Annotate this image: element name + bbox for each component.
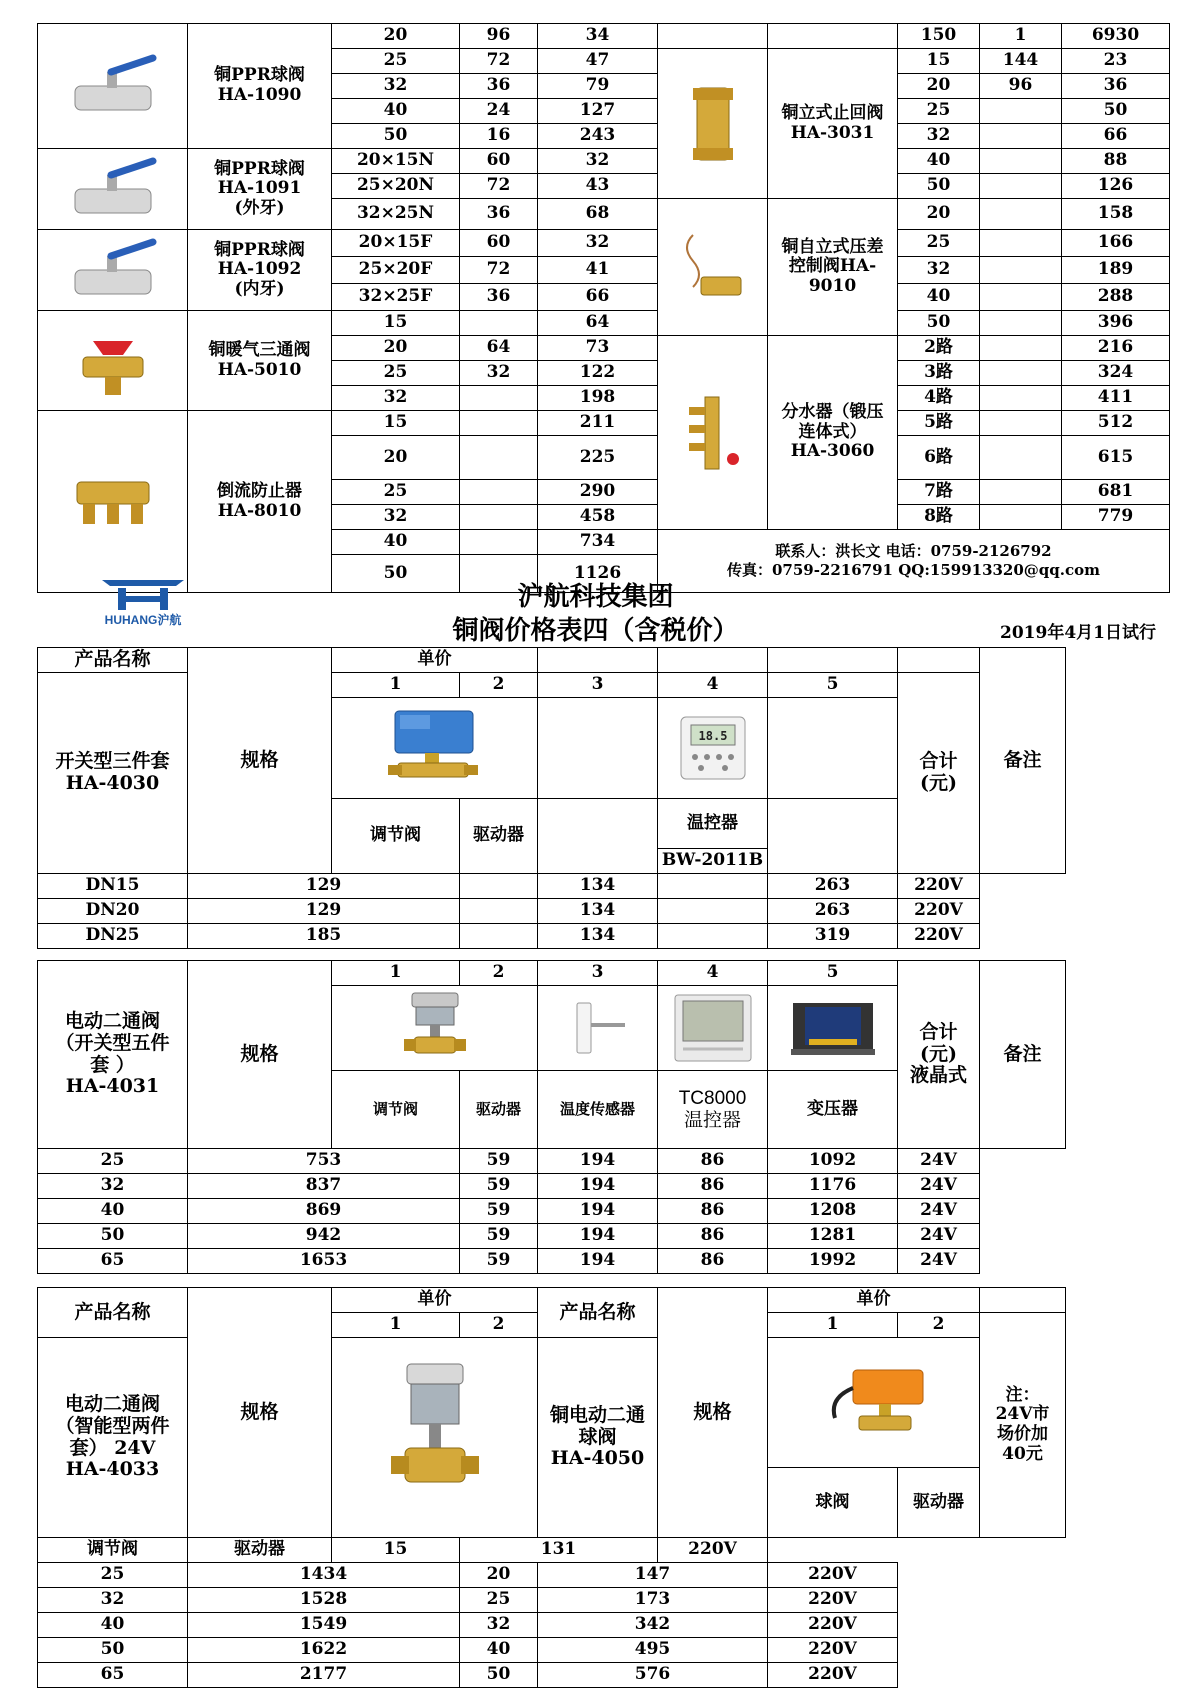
pressure-control-valve-ha9010-name: 铜自立式压差 控制阀HA-9010 bbox=[768, 199, 898, 336]
check-valve-ha3031-image bbox=[658, 49, 768, 199]
price-cell: 158 bbox=[1062, 199, 1170, 230]
price-cell: 198 bbox=[538, 386, 658, 411]
price-cell: 25 bbox=[898, 230, 980, 257]
price-cell: 40 bbox=[898, 149, 980, 174]
price-cell: 8路 bbox=[898, 505, 980, 530]
valve-price-cell: 1653 bbox=[188, 1249, 460, 1274]
label-spec: 规格 bbox=[188, 648, 332, 874]
price-cell: 5路 bbox=[898, 411, 980, 436]
ha4030-table bbox=[37, 647, 1066, 949]
empty-cell bbox=[658, 924, 768, 949]
label-driver-4031: 驱动器 bbox=[460, 1071, 538, 1149]
price-cell: 66 bbox=[1062, 124, 1170, 149]
price-cell: 122 bbox=[538, 361, 658, 386]
price-cell: 144 bbox=[980, 49, 1062, 74]
price-cell: 126 bbox=[1062, 174, 1170, 199]
price-cell: 60 bbox=[460, 149, 538, 174]
price-cell: 458 bbox=[538, 505, 658, 530]
total-cell: 1176 bbox=[768, 1174, 898, 1199]
label-unit-price: 单价 bbox=[332, 648, 538, 673]
total-cell: 1208 bbox=[768, 1199, 898, 1224]
price-cell bbox=[980, 336, 1062, 361]
thermostat-price-cell: 194 bbox=[538, 1224, 658, 1249]
col-4: 4 bbox=[658, 961, 768, 986]
empty-cell bbox=[460, 899, 538, 924]
price-cell: 32 bbox=[332, 386, 460, 411]
voltage-cell: 24V bbox=[898, 1174, 980, 1199]
ball-valve-price-cell: 495 bbox=[538, 1638, 768, 1663]
temp-sensor-image bbox=[538, 986, 658, 1071]
price-cell: 50 bbox=[898, 174, 980, 199]
transformer-price-cell: 86 bbox=[658, 1149, 768, 1174]
voltage-cell: 24V bbox=[898, 1149, 980, 1174]
label-valve-4031: 调节阀 bbox=[332, 1071, 460, 1149]
contact-line-1: 联系人：洪长文 电话：0759-2126792 bbox=[775, 541, 1052, 560]
price-cell: 216 bbox=[1062, 336, 1170, 361]
thermostat-price-cell: 194 bbox=[538, 1249, 658, 1274]
ppr-ball-valve-ha1091-name: 铜PPR球阀 HA-1091 (外牙) bbox=[188, 149, 332, 230]
transformer-price-cell: 86 bbox=[658, 1249, 768, 1274]
spec-cell: 25 bbox=[38, 1563, 188, 1588]
price-cell: 512 bbox=[1062, 411, 1170, 436]
price-cell: 20 bbox=[332, 24, 460, 49]
price-cell: 189 bbox=[1062, 257, 1170, 284]
contact-line-2: 传真：0759-2216791 QQ:159913320@qq.com bbox=[726, 561, 1101, 579]
price-cell: 20×15N bbox=[332, 149, 460, 174]
price-cell: 20 bbox=[898, 74, 980, 99]
price-cell bbox=[980, 174, 1062, 199]
price-cell: 411 bbox=[1062, 386, 1170, 411]
ball-valve-price-cell: 342 bbox=[538, 1613, 768, 1638]
price-cell: 41 bbox=[538, 257, 658, 284]
thermostat-model: BW-2011B bbox=[658, 849, 768, 874]
price-cell: 25×20F bbox=[332, 257, 460, 284]
spec-cell: 32 bbox=[38, 1588, 188, 1613]
label-spec-4050: 规格 bbox=[658, 1288, 768, 1538]
price-cell bbox=[980, 480, 1062, 505]
price-cell: 32×25F bbox=[332, 284, 460, 311]
label-tc8000 bbox=[658, 1071, 768, 1149]
col-4: 4 bbox=[658, 673, 768, 698]
price-cell bbox=[460, 411, 538, 436]
label-total bbox=[898, 673, 980, 874]
voltage-cell: 24V bbox=[898, 1224, 980, 1249]
label-thermostat: 温控器 bbox=[658, 799, 768, 849]
product-150-name bbox=[768, 24, 898, 49]
thermostat-price-cell: 194 bbox=[538, 1199, 658, 1224]
price-cell: 64 bbox=[460, 336, 538, 361]
price-list-title: 铜阀价格表四（含税价） bbox=[452, 616, 739, 646]
svg-text:HUHANG沪航: HUHANG沪航 bbox=[104, 613, 182, 627]
label-ball-valve: 球阀 bbox=[768, 1468, 898, 1538]
valve-price-cell: 837 bbox=[188, 1174, 460, 1199]
voltage-cell: 220V bbox=[768, 1613, 898, 1638]
price-cell: 1 bbox=[980, 24, 1062, 49]
price-cell: 36 bbox=[460, 199, 538, 230]
label-remark-4031: 备注 bbox=[980, 961, 1066, 1149]
spec-cell: 40 bbox=[38, 1199, 188, 1224]
col-1: 1 bbox=[332, 961, 460, 986]
col-3: 3 bbox=[538, 673, 658, 698]
product-ha4031-name: 电动二通阀 （开关型五件 套 ） HA-4031 bbox=[55, 1009, 170, 1098]
price-cell bbox=[980, 149, 1062, 174]
price-cell: 50 bbox=[1062, 99, 1170, 124]
price-cell: 127 bbox=[538, 99, 658, 124]
price-cell: 96 bbox=[980, 74, 1062, 99]
valve-price-cell: 129 bbox=[188, 874, 460, 899]
ball-valve-price-cell: 147 bbox=[538, 1563, 768, 1588]
price-cell: 25 bbox=[898, 99, 980, 124]
ppr-ball-valve-ha1090-name: 铜PPR球阀 HA-1090 bbox=[188, 24, 332, 149]
total-cell: 263 bbox=[768, 899, 898, 924]
voltage-cell: 220V bbox=[898, 924, 980, 949]
price-cell: 7路 bbox=[898, 480, 980, 505]
price-cell: 6930 bbox=[1062, 24, 1170, 49]
price-cell bbox=[980, 199, 1062, 230]
price-cell: 36 bbox=[460, 284, 538, 311]
price-cell: 72 bbox=[460, 174, 538, 199]
valve-price-cell: 1622 bbox=[188, 1638, 460, 1663]
sensor-price-cell: 59 bbox=[460, 1224, 538, 1249]
spec-cell: 25 bbox=[38, 1149, 188, 1174]
price-cell: 40 bbox=[332, 530, 460, 555]
transformer-image bbox=[768, 986, 898, 1071]
price-cell: 32 bbox=[538, 149, 658, 174]
transformer-price-cell: 86 bbox=[658, 1224, 768, 1249]
col-2: 2 bbox=[460, 961, 538, 986]
voltage-cell: 220V bbox=[768, 1663, 898, 1688]
price-cell bbox=[980, 284, 1062, 311]
empty-cell bbox=[460, 874, 538, 899]
price-cell bbox=[980, 257, 1062, 284]
price-cell: 43 bbox=[538, 174, 658, 199]
price-cell: 734 bbox=[538, 530, 658, 555]
price-cell: 20 bbox=[332, 336, 460, 361]
label-product-name: 产品名称 bbox=[38, 648, 188, 673]
thermostat-image bbox=[658, 698, 768, 799]
valve-price-cell: 1549 bbox=[188, 1613, 460, 1638]
price-cell bbox=[980, 124, 1062, 149]
valve-actuator-image bbox=[332, 698, 538, 799]
price-cell: 79 bbox=[538, 74, 658, 99]
price-cell: 32 bbox=[898, 257, 980, 284]
note-24v-text: 注： 24V市 场价加 40元 bbox=[995, 1384, 1050, 1464]
price-cell: 32 bbox=[332, 74, 460, 99]
heating-tee-valve-ha5010-name: 铜暖气三通阀 HA-5010 bbox=[188, 311, 332, 411]
spec-cell: DN25 bbox=[38, 924, 188, 949]
ball-valve-price-cell: 173 bbox=[538, 1588, 768, 1613]
price-cell bbox=[980, 361, 1062, 386]
label-driver-4050: 驱动器 bbox=[898, 1468, 980, 1538]
col-2: 2 bbox=[460, 673, 538, 698]
product-150-image bbox=[658, 24, 768, 49]
price-cell bbox=[980, 230, 1062, 257]
col-2-4050: 2 bbox=[898, 1313, 980, 1338]
total-cell: 263 bbox=[768, 874, 898, 899]
spec-cell-4050: 25 bbox=[460, 1588, 538, 1613]
col-2: 2 bbox=[460, 1313, 538, 1338]
price-cell: 66 bbox=[538, 284, 658, 311]
price-cell bbox=[980, 311, 1062, 336]
label-driver: 驱动器 bbox=[460, 799, 538, 874]
label-spec-4033: 规格 bbox=[188, 1288, 332, 1538]
price-cell: 64 bbox=[538, 311, 658, 336]
ball-valve-image bbox=[768, 1338, 980, 1468]
price-cell: 6路 bbox=[898, 436, 980, 480]
price-cell: 50 bbox=[332, 555, 460, 593]
price-cell: 779 bbox=[1062, 505, 1170, 530]
effective-date: 2019年4月1日试行 bbox=[1000, 623, 1156, 643]
valve-price-cell: 1528 bbox=[188, 1588, 460, 1613]
spec-cell: DN15 bbox=[38, 874, 188, 899]
price-cell: 15 bbox=[332, 311, 460, 336]
sensor-price-cell: 59 bbox=[460, 1174, 538, 1199]
price-cell bbox=[460, 436, 538, 480]
price-cell: 96 bbox=[460, 24, 538, 49]
col-3: 3 bbox=[538, 961, 658, 986]
price-cell: 396 bbox=[1062, 311, 1170, 336]
note-24v bbox=[980, 1313, 1066, 1538]
check-valve-ha3031-name: 铜立式止回阀 HA-3031 bbox=[768, 49, 898, 199]
price-cell: 150 bbox=[898, 24, 980, 49]
spec-cell: 50 bbox=[38, 1224, 188, 1249]
valve-price-cell: 2177 bbox=[188, 1663, 460, 1688]
col-1: 1 bbox=[332, 673, 460, 698]
price-cell: 2路 bbox=[898, 336, 980, 361]
spec-cell: 40 bbox=[38, 1613, 188, 1638]
price-cell bbox=[460, 505, 538, 530]
label-spec-4031: 规格 bbox=[188, 961, 332, 1149]
total-cell: 1992 bbox=[768, 1249, 898, 1274]
product-ha4030-name: 开关型三件套 HA-4030 bbox=[55, 750, 170, 794]
ball-valve-price-cell: 576 bbox=[538, 1663, 768, 1688]
label-total-text: 合计 (元) bbox=[919, 750, 958, 794]
col-5: 5 bbox=[768, 961, 898, 986]
transformer-price-cell: 86 bbox=[658, 1174, 768, 1199]
price-cell bbox=[980, 436, 1062, 480]
price-cell bbox=[460, 386, 538, 411]
spec-cell: 50 bbox=[38, 1638, 188, 1663]
backflow-preventer-ha8010-name: 倒流防止器 HA-8010 bbox=[188, 411, 332, 593]
price-cell: 20 bbox=[332, 436, 460, 480]
price-cell: 72 bbox=[460, 49, 538, 74]
price-cell bbox=[980, 386, 1062, 411]
label-transformer: 变压器 bbox=[768, 1071, 898, 1149]
spec-cell-4050: 32 bbox=[460, 1613, 538, 1638]
price-cell: 50 bbox=[332, 124, 460, 149]
thermostat-price-cell: 134 bbox=[538, 899, 658, 924]
voltage-cell: 24V bbox=[898, 1249, 980, 1274]
price-cell: 72 bbox=[460, 257, 538, 284]
spec-cell-4050: 15 bbox=[332, 1538, 460, 1563]
label-unit-price-4050: 单价 bbox=[768, 1288, 980, 1313]
price-cell: 25×20N bbox=[332, 174, 460, 199]
price-cell: 211 bbox=[538, 411, 658, 436]
sensor-price-cell: 59 bbox=[460, 1199, 538, 1224]
voltage-cell: 220V bbox=[768, 1588, 898, 1613]
sensor-price-cell: 59 bbox=[460, 1249, 538, 1274]
label-product-name-4033: 产品名称 bbox=[38, 1288, 188, 1338]
voltage-cell: 220V bbox=[898, 874, 980, 899]
price-cell: 25 bbox=[332, 480, 460, 505]
col-1: 1 bbox=[332, 1313, 460, 1338]
ppr-ball-valve-ha1091-image bbox=[38, 149, 188, 230]
price-cell: 32 bbox=[898, 124, 980, 149]
price-cell: 36 bbox=[460, 74, 538, 99]
product-ha4050 bbox=[538, 1338, 658, 1538]
valve-price-cell: 1434 bbox=[188, 1563, 460, 1588]
price-cell: 681 bbox=[1062, 480, 1170, 505]
price-cell: 15 bbox=[332, 411, 460, 436]
price-cell: 60 bbox=[460, 230, 538, 257]
price-cell bbox=[980, 411, 1062, 436]
price-cell bbox=[980, 505, 1062, 530]
lcd-thermostat-image bbox=[658, 986, 768, 1071]
thermostat-price-cell: 194 bbox=[538, 1174, 658, 1199]
label-tc8000-text: TC8000 温控器 bbox=[678, 1087, 747, 1131]
price-cell: 166 bbox=[1062, 230, 1170, 257]
price-cell: 36 bbox=[1062, 74, 1170, 99]
price-cell: 288 bbox=[1062, 284, 1170, 311]
smart-valve-image bbox=[332, 1338, 538, 1538]
price-cell: 615 bbox=[1062, 436, 1170, 480]
valve-price-cell: 129 bbox=[188, 899, 460, 924]
transformer-price-cell: 86 bbox=[658, 1199, 768, 1224]
spec-cell: 65 bbox=[38, 1249, 188, 1274]
pressure-control-valve-ha9010-image bbox=[658, 199, 768, 336]
price-cell: 24 bbox=[460, 99, 538, 124]
empty-cell bbox=[460, 924, 538, 949]
price-cell: 20 bbox=[898, 199, 980, 230]
price-cell: 32 bbox=[538, 230, 658, 257]
price-cell: 225 bbox=[538, 436, 658, 480]
label-total-lcd-text: 合计 (元) 液晶式 bbox=[909, 1020, 967, 1087]
total-cell: 319 bbox=[768, 924, 898, 949]
price-cell: 32 bbox=[332, 505, 460, 530]
valve-price-cell: 869 bbox=[188, 1199, 460, 1224]
label-remark: 备注 bbox=[980, 648, 1066, 874]
ppr-ball-valve-ha1090-image bbox=[38, 24, 188, 149]
voltage-cell: 24V bbox=[898, 1199, 980, 1224]
product-ha4033-name: 电动二通阀 （智能型两件 套） 24V HA-4033 bbox=[55, 1392, 170, 1481]
label-total-lcd bbox=[898, 961, 980, 1149]
price-cell: 40 bbox=[898, 284, 980, 311]
price-cell: 50 bbox=[898, 311, 980, 336]
voltage-cell: 220V bbox=[768, 1638, 898, 1663]
product-ha4033 bbox=[38, 1338, 188, 1538]
product-ha4030 bbox=[38, 673, 188, 874]
price-cell: 290 bbox=[538, 480, 658, 505]
price-cell: 3路 bbox=[898, 361, 980, 386]
manifold-ha3060-name: 分水器（锻压 连体式） HA-3060 bbox=[768, 336, 898, 530]
voltage-cell: 220V bbox=[768, 1563, 898, 1588]
svg-text:18.5: 18.5 bbox=[698, 729, 727, 743]
empty-cell bbox=[658, 899, 768, 924]
top-price-table bbox=[37, 23, 1170, 593]
label-unit-price-4033: 单价 bbox=[332, 1288, 538, 1313]
voltage-cell: 220V bbox=[658, 1538, 768, 1563]
ha4031-table bbox=[37, 960, 1066, 1274]
valve-price-cell: 185 bbox=[188, 924, 460, 949]
thermostat-price-cell: 134 bbox=[538, 924, 658, 949]
price-cell: 25 bbox=[332, 361, 460, 386]
col-5: 5 bbox=[768, 673, 898, 698]
price-cell: 243 bbox=[538, 124, 658, 149]
label-valve: 调节阀 bbox=[332, 799, 460, 874]
price-cell bbox=[980, 99, 1062, 124]
ppr-ball-valve-ha1092-name: 铜PPR球阀 HA-1092 (内牙) bbox=[188, 230, 332, 311]
valve-price-cell: 753 bbox=[188, 1149, 460, 1174]
price-cell: 16 bbox=[460, 124, 538, 149]
price-cell: 34 bbox=[538, 24, 658, 49]
ball-valve-price-cell: 131 bbox=[460, 1538, 658, 1563]
price-cell: 47 bbox=[538, 49, 658, 74]
price-cell: 32×25N bbox=[332, 199, 460, 230]
price-cell: 88 bbox=[1062, 149, 1170, 174]
price-cell: 25 bbox=[332, 49, 460, 74]
thermostat-price-cell: 194 bbox=[538, 1149, 658, 1174]
electric-valve-image bbox=[332, 986, 538, 1071]
spec-cell: DN20 bbox=[38, 899, 188, 924]
thermostat-price-cell: 134 bbox=[538, 874, 658, 899]
spec-cell: 32 bbox=[38, 1174, 188, 1199]
backflow-preventer-ha8010-image bbox=[38, 411, 188, 593]
manifold-ha3060-image bbox=[658, 336, 768, 530]
price-cell: 1126 bbox=[538, 555, 658, 593]
company-name: 沪航科技集团 bbox=[517, 582, 674, 612]
total-cell: 1092 bbox=[768, 1149, 898, 1174]
price-cell: 20×15F bbox=[332, 230, 460, 257]
price-cell bbox=[460, 311, 538, 336]
label-temp-sensor: 温度传感器 bbox=[538, 1071, 658, 1149]
label-product-name-4050: 产品名称 bbox=[538, 1288, 658, 1338]
sensor-price-cell: 59 bbox=[460, 1149, 538, 1174]
spec-cell-4050: 20 bbox=[460, 1563, 538, 1588]
empty-cell bbox=[658, 874, 768, 899]
price-cell: 40 bbox=[332, 99, 460, 124]
price-cell: 73 bbox=[538, 336, 658, 361]
spec-cell-4050: 50 bbox=[460, 1663, 538, 1688]
heating-tee-valve-ha5010-image bbox=[38, 311, 188, 411]
price-cell: 23 bbox=[1062, 49, 1170, 74]
ha4033-ha4050-table bbox=[37, 1287, 1066, 1688]
price-cell: 324 bbox=[1062, 361, 1170, 386]
valve-price-cell: 942 bbox=[188, 1224, 460, 1249]
product-ha4031 bbox=[38, 961, 188, 1149]
spec-cell-4050: 40 bbox=[460, 1638, 538, 1663]
voltage-cell: 220V bbox=[898, 899, 980, 924]
label-valve-4033: 调节阀 bbox=[38, 1538, 188, 1563]
spec-cell: 65 bbox=[38, 1663, 188, 1688]
total-cell: 1281 bbox=[768, 1224, 898, 1249]
price-cell: 32 bbox=[460, 361, 538, 386]
price-cell: 4路 bbox=[898, 386, 980, 411]
col-1-4050: 1 bbox=[768, 1313, 898, 1338]
label-driver-4033: 驱动器 bbox=[188, 1538, 332, 1563]
price-cell bbox=[460, 530, 538, 555]
price-cell bbox=[460, 480, 538, 505]
ppr-ball-valve-ha1092-image bbox=[38, 230, 188, 311]
product-ha4050-name: 铜电动二通 球阀 HA-4050 bbox=[549, 1403, 645, 1470]
price-cell: 15 bbox=[898, 49, 980, 74]
price-cell: 68 bbox=[538, 199, 658, 230]
